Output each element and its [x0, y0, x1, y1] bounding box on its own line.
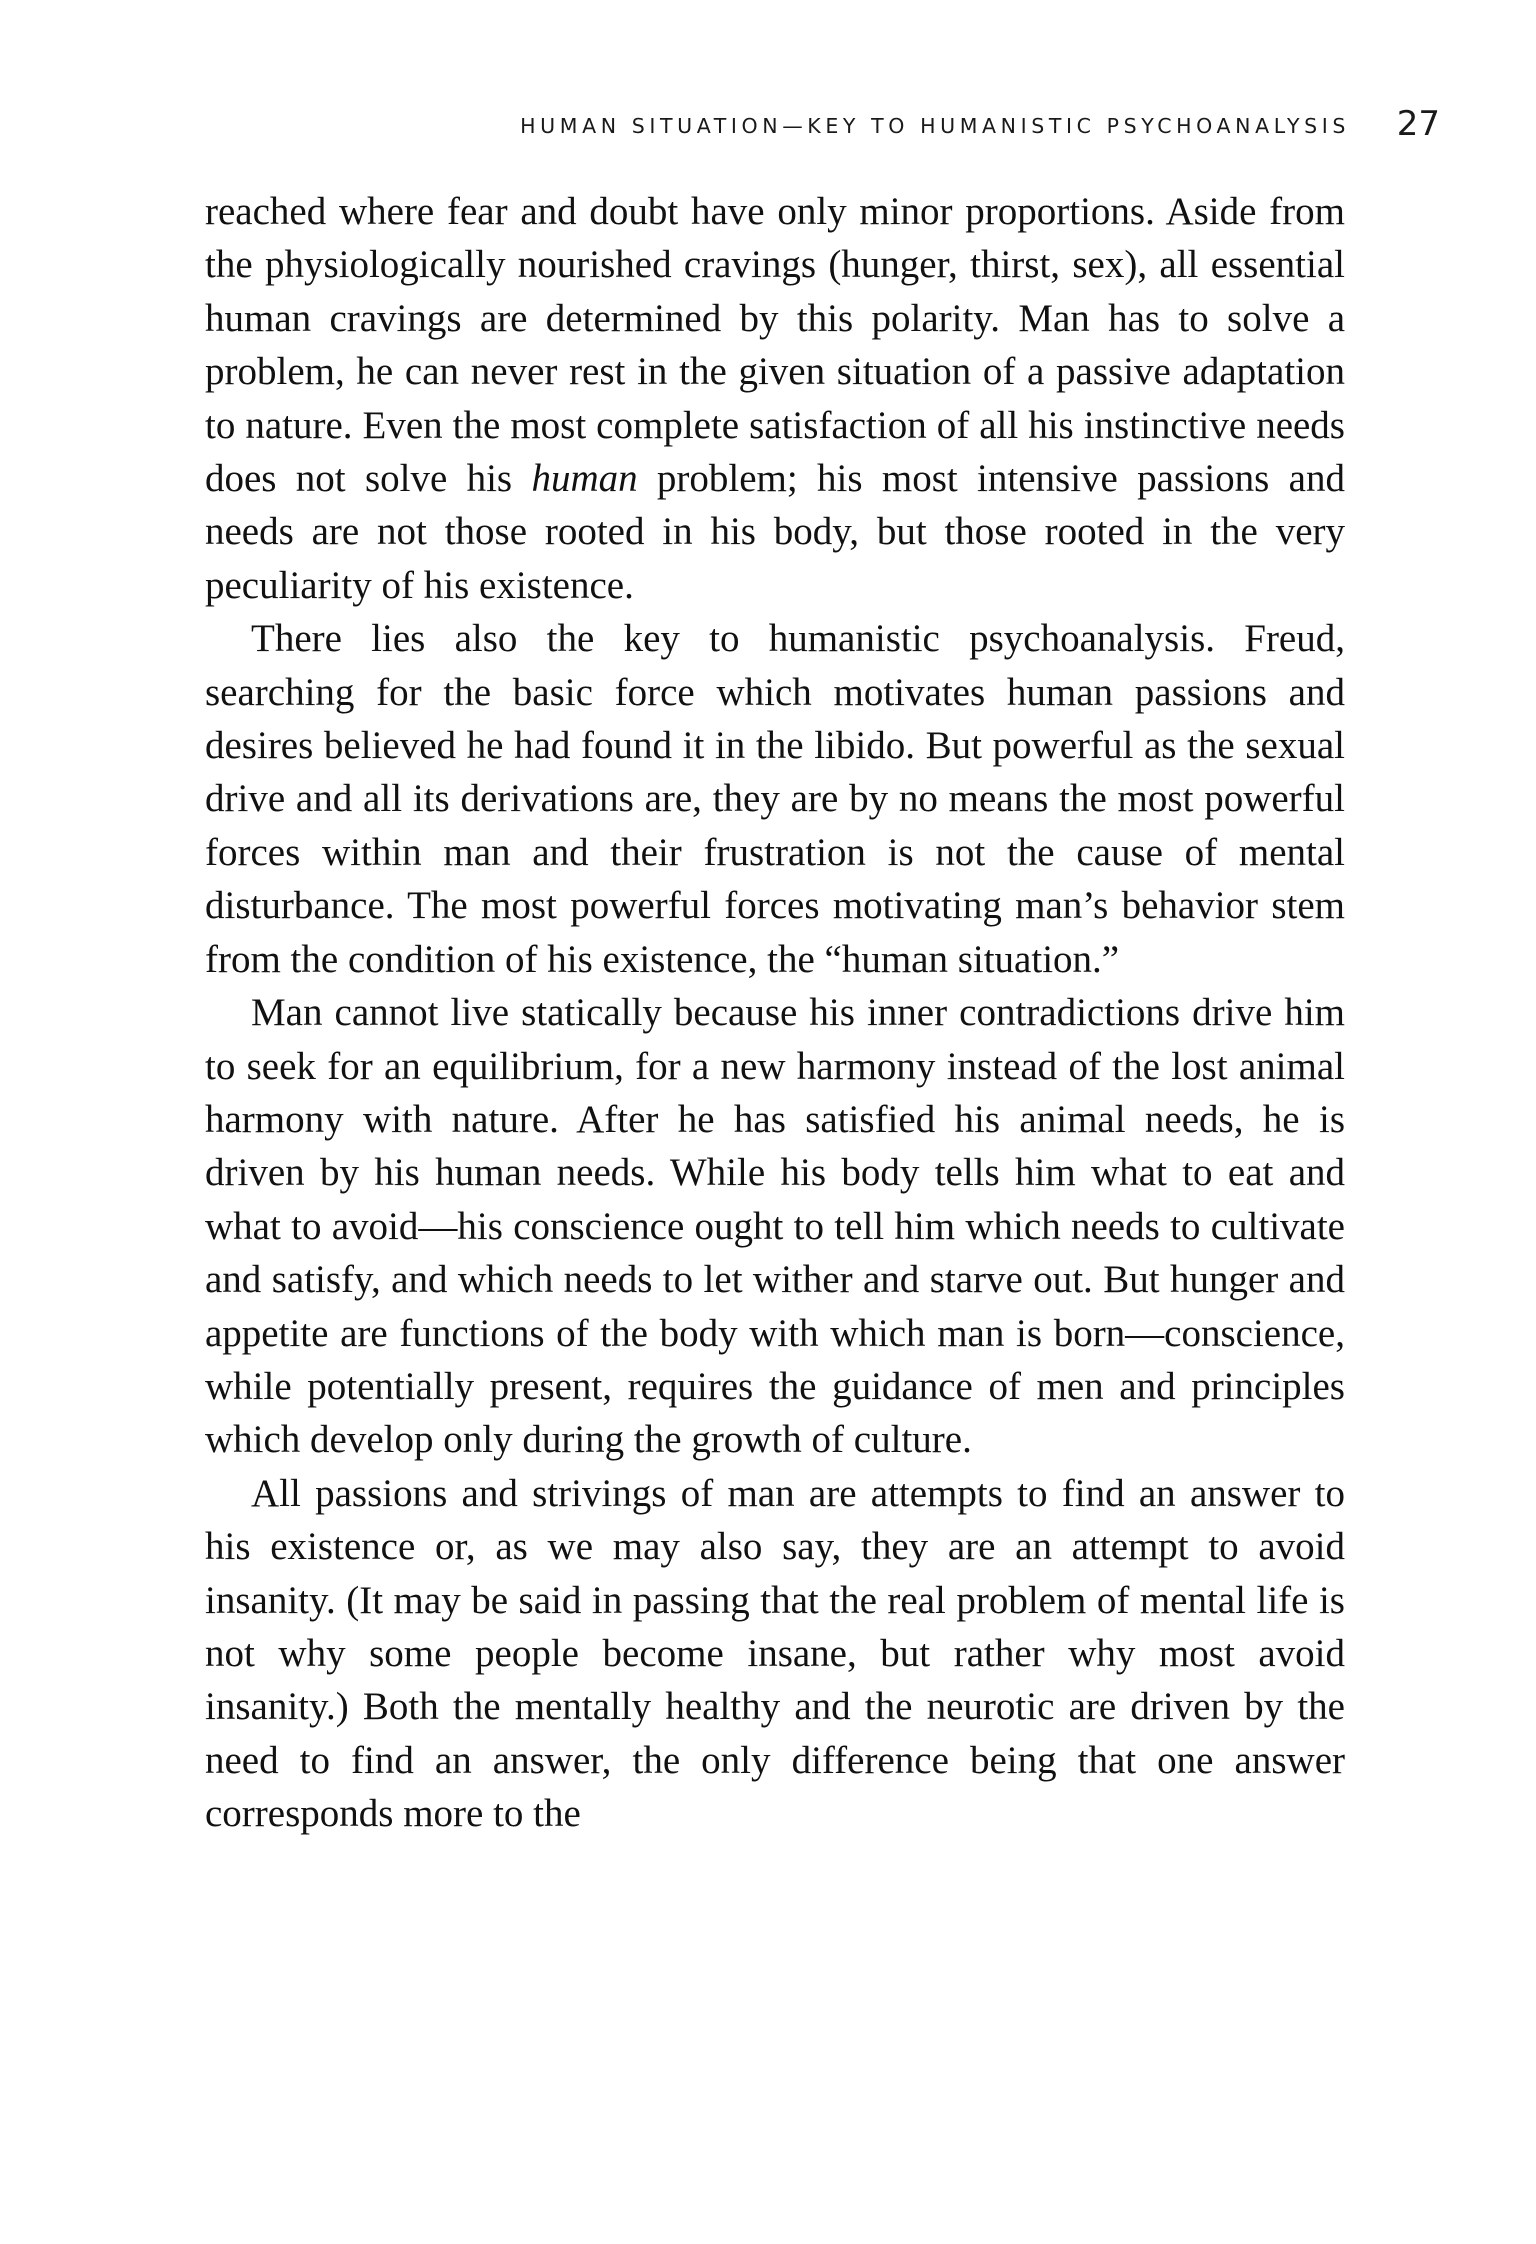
paragraph-1-text-after: problem; his most intensive passions and needs are not those rooted in his body, but those rooted in the very peculiarity of his existence.: [205, 457, 1345, 607]
running-title: HUMAN SITUATION—KEY TO HUMANISTIC PSYCHOANALYSIS: [520, 114, 1350, 138]
paragraph-3: Man cannot live statically because his inner contradictions drive him to seek for an equilibrium, for a new harmony instead of the lost animal harmony with nature. After he has satisfied his animal needs, he is driven by his human needs. While his body tells him what to eat and what to avoid—his conscience ought to tell him which needs to cultivate and satisfy, and which needs to let wither and starve out. But hunger and appetite are functions of the body with which man is born—conscience, while potentially present, requires the guidance of men and principles which develop only during the growth of culture.: [205, 991, 1345, 1462]
page-number: 27: [1396, 104, 1440, 144]
paragraph-2: There lies also the key to humanistic psychoanalysis. Freud, searching for the basic force which motivates human passions and desires believed he had found it in the libido. But powerful as the sexual drive and all its derivations are, they are by no means the most powerful forces within man and their frustration is not the cause of mental disturbance. The most powerful forces motivating man’s behavior stem from the condition of his existence, the “human situation.”: [205, 617, 1345, 981]
body-text: [205, 185, 1345, 1841]
paragraph-4: All passions and strivings of man are attempts to find an answer to his existence or, as we may also say, they are an attempt to avoid insanity. (It may be said in passing that the real problem of mental life is not why some people become insane, but rather why most avoid insanity.) Both the mentally healthy and the neurotic are driven by the need to find an answer, the only difference being that one answer corresponds more to the: [205, 1471, 1345, 1836]
paragraph-1: [205, 185, 1345, 612]
running-head: [205, 104, 1440, 148]
paragraph-1-text-before: reached where fear and doubt have only minor proportions. Aside from the physiologically nourished cravings (hunger, thirst, sex), all essential human cravings are determined by this polarity. Man has to solve a problem, he can never rest in the given situation of a passive adaptation to nature. Even the most complete satisfaction of all his instinctive needs does not solve his: [205, 190, 1345, 501]
emphasis-human: human: [531, 457, 638, 501]
